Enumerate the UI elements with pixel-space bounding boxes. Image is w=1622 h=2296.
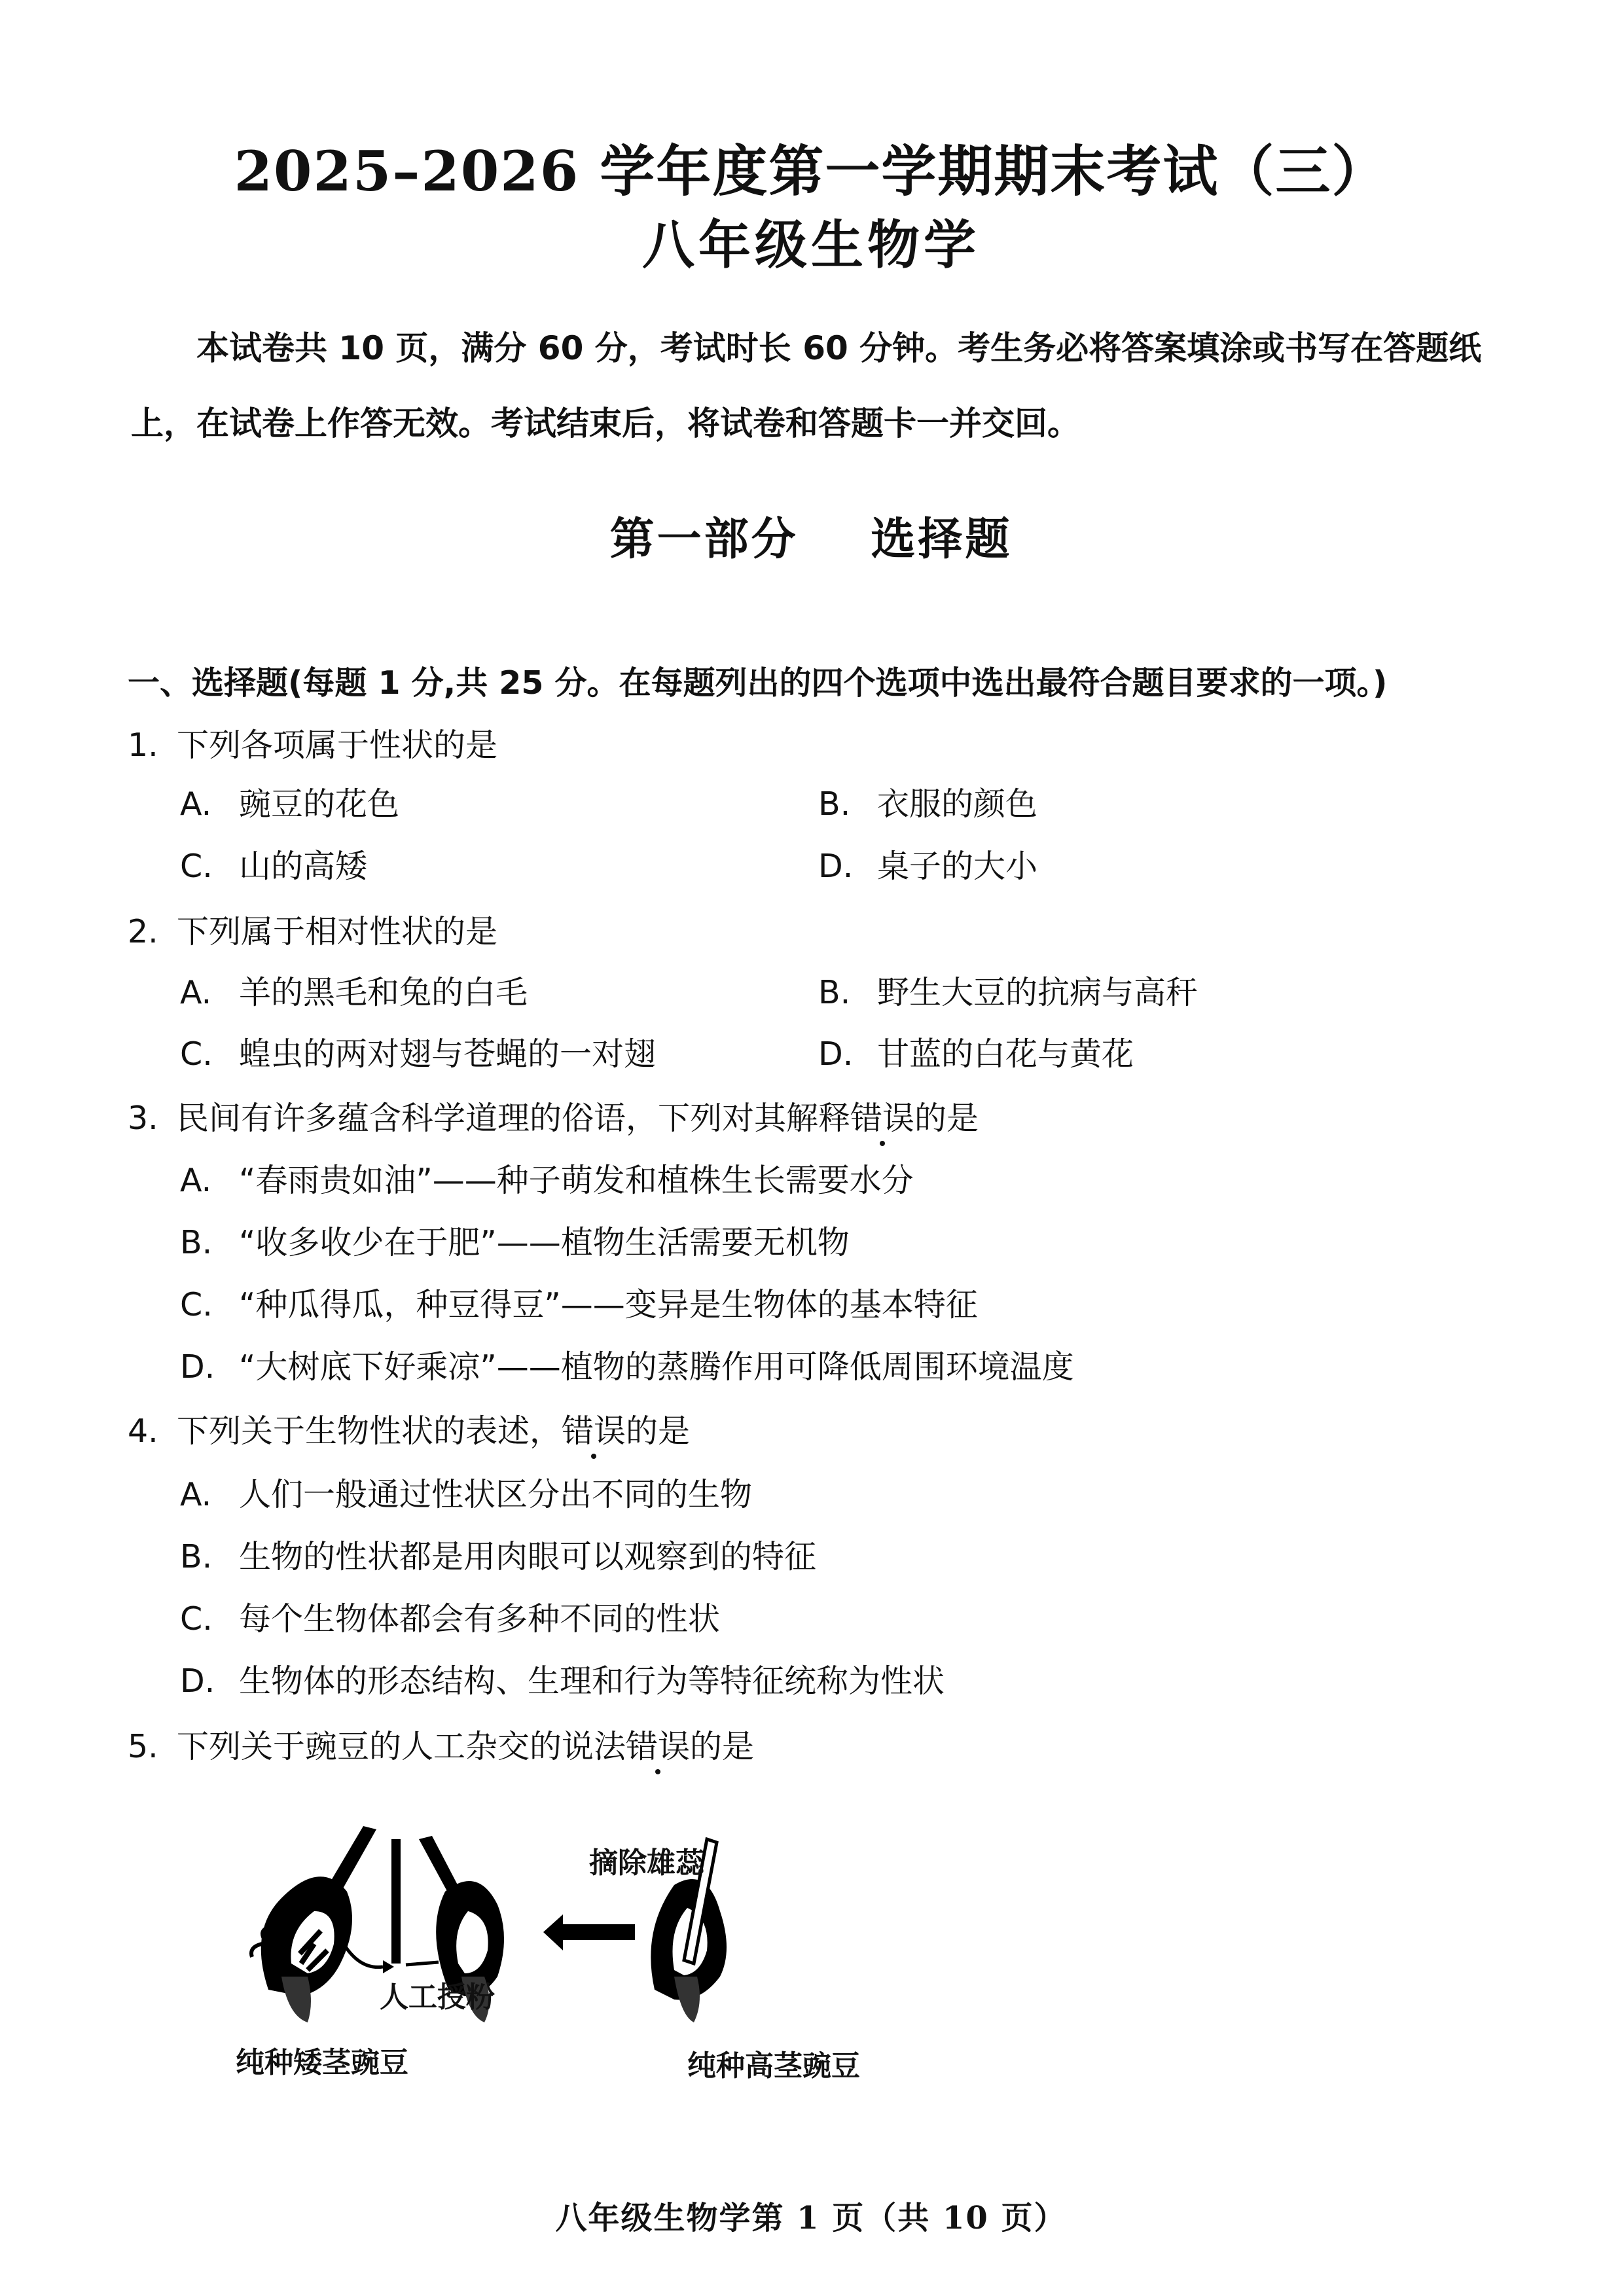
option-letter: C. bbox=[180, 1035, 213, 1073]
exam-instructions: 本试卷共 10 页，满分 60 分，考试时长 60 分钟。考生务必将答案填涂或书写在答题纸上，在试卷上作答无效。考试结束后，将试卷和答题卡一并交回。 bbox=[131, 329, 1482, 442]
option-letter: A. bbox=[180, 1162, 212, 1199]
label-remove-stamens: 摘除雄蕊 bbox=[589, 1846, 704, 1880]
question-stem: 民间有许多蕴含科学道理的俗语，下列对其解释 bbox=[177, 1100, 851, 1137]
question-number: 2. bbox=[128, 913, 158, 950]
section-title: 第一部分 选择题 bbox=[609, 514, 1013, 565]
label-tall-pea: 纯种高茎豌豆 bbox=[687, 2049, 860, 2083]
option-letter: B. bbox=[818, 785, 851, 823]
option-text: 豌豆的花色 bbox=[239, 785, 400, 823]
question-5 bbox=[128, 1721, 754, 1767]
option-text: “收多收少在于肥”——植物生活需要无机物 bbox=[239, 1224, 850, 1261]
option-letter: C. bbox=[180, 1286, 213, 1323]
option-text: 山的高矮 bbox=[239, 848, 368, 885]
q3-option-a bbox=[180, 1155, 914, 1201]
option-letter: C. bbox=[180, 848, 213, 885]
option-letter: B. bbox=[180, 1538, 213, 1575]
option-text: 羊的黑毛和兔的白毛 bbox=[239, 974, 528, 1011]
question-number: 4. bbox=[128, 1412, 158, 1450]
question-stem-end: 的是 bbox=[626, 1412, 691, 1450]
option-text: 生物的性状都是用肉眼可以观察到的特征 bbox=[239, 1538, 817, 1575]
option-letter: B. bbox=[180, 1224, 213, 1261]
question-1 bbox=[128, 720, 497, 766]
q2-option-b bbox=[818, 967, 1198, 1013]
q1-option-c bbox=[180, 841, 367, 887]
pea-flower-diagram-icon bbox=[223, 1813, 929, 2029]
question-stem: 下列关于生物性状的表述， bbox=[177, 1412, 562, 1450]
pea-hybridization-figure bbox=[223, 1813, 929, 2101]
question-stem: 下列属于相对性状的是 bbox=[177, 913, 498, 950]
option-text: “种瓜得瓜，种豆得豆”——变异是生物体的基本特征 bbox=[239, 1286, 978, 1323]
option-letter: D. bbox=[818, 1035, 854, 1073]
emphasis-text: 错误 bbox=[850, 1100, 915, 1137]
q3-option-c bbox=[180, 1280, 978, 1325]
option-text: 蝗虫的两对翅与苍蝇的一对翅 bbox=[239, 1035, 657, 1073]
option-text: 生物体的形态结构、生理和行为等特征统称为性状 bbox=[239, 1662, 945, 1700]
section-instruction: 一、选择题(每题 1 分,共 25 分。在每题列出的四个选项中选出最符合题目要求的一项。) bbox=[128, 664, 1388, 702]
option-text: “大树底下好乘凉”——植物的蒸腾作用可降低周围环境温度 bbox=[239, 1348, 1074, 1386]
question-number: 1. bbox=[128, 726, 158, 764]
exam-subject: 八年级生物学 bbox=[642, 215, 980, 276]
q2-option-a bbox=[180, 967, 528, 1013]
option-text: 衣服的颜色 bbox=[877, 785, 1038, 823]
emphasis-text: 错误 bbox=[562, 1412, 626, 1450]
question-2 bbox=[128, 906, 497, 952]
question-number: 5. bbox=[128, 1728, 158, 1765]
q3-option-d bbox=[180, 1342, 1074, 1388]
option-text: 每个生物体都会有多种不同的性状 bbox=[239, 1600, 721, 1638]
q4-option-c bbox=[180, 1594, 720, 1640]
label-artificial-pollination: 人工授粉 bbox=[380, 1981, 495, 2014]
option-text: 人们一般通过性状区分出不同的生物 bbox=[239, 1476, 753, 1513]
option-letter: B. bbox=[818, 974, 851, 1011]
option-letter: D. bbox=[180, 1662, 215, 1700]
arrow-left-icon bbox=[563, 1924, 635, 1940]
option-text: 野生大豆的抗病与高秆 bbox=[877, 974, 1198, 1011]
pollination-brush-icon bbox=[391, 1839, 401, 1964]
q2-option-d bbox=[818, 1029, 1134, 1075]
option-letter: A. bbox=[180, 1476, 212, 1513]
option-letter: A. bbox=[180, 974, 212, 1011]
q4-option-a bbox=[180, 1469, 752, 1515]
q2-option-c bbox=[180, 1029, 656, 1075]
dwarf-pea-flower-icon bbox=[251, 1826, 376, 2022]
q4-option-b bbox=[180, 1532, 816, 1577]
question-number: 3. bbox=[128, 1100, 158, 1137]
question-4 bbox=[128, 1406, 690, 1452]
option-letter: D. bbox=[180, 1348, 215, 1386]
question-3 bbox=[128, 1093, 979, 1139]
question-stem: 下列关于豌豆的人工杂交的说法 bbox=[177, 1728, 626, 1765]
q4-option-d bbox=[180, 1656, 945, 1702]
label-dwarf-pea: 纯种矮茎豌豆 bbox=[236, 2046, 408, 2079]
question-stem: 下列各项属于性状的是 bbox=[177, 726, 498, 764]
q3-option-b bbox=[180, 1217, 850, 1263]
question-stem-end: 的是 bbox=[914, 1100, 979, 1137]
option-text: “春雨贵如油”——种子萌发和植株生长需要水分 bbox=[239, 1162, 914, 1199]
option-text: 桌子的大小 bbox=[877, 848, 1038, 885]
option-letter: C. bbox=[180, 1600, 213, 1638]
option-text: 甘蓝的白花与黄花 bbox=[877, 1035, 1134, 1073]
q1-option-b bbox=[818, 779, 1037, 825]
question-stem-end: 的是 bbox=[690, 1728, 755, 1765]
option-letter: A. bbox=[180, 785, 212, 823]
q1-option-a bbox=[180, 779, 399, 825]
exam-title: 2025–2026 学年度第一学期期末考试（三） bbox=[234, 139, 1388, 204]
emphasis-text: 错误 bbox=[626, 1728, 691, 1765]
option-letter: D. bbox=[818, 848, 854, 885]
page-footer: 八年级生物学第 1 页（共 10 页） bbox=[555, 2200, 1067, 2236]
q1-option-d bbox=[818, 841, 1037, 887]
